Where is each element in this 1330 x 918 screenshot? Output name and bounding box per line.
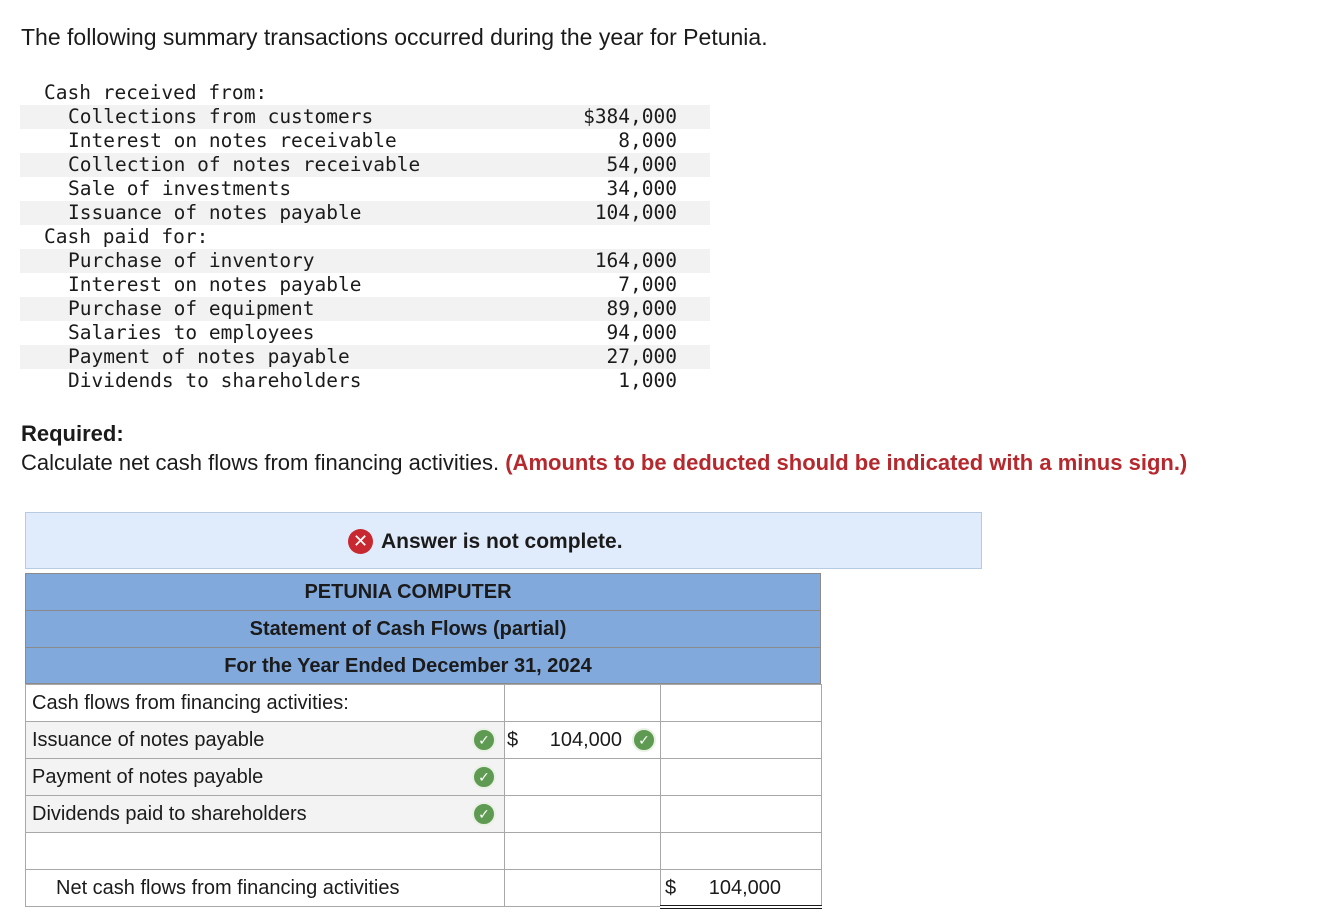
transaction-amount: 104,000 [594,201,677,224]
transaction-row [20,273,710,297]
payment-total-cell[interactable] [661,759,822,796]
transaction-row [20,345,710,369]
net-amount-cell [505,870,661,907]
transaction-row [20,177,710,201]
transaction-row [20,249,710,273]
issuance-total-cell[interactable] [661,722,822,759]
transaction-amount: 1,000 [618,369,677,392]
dividends-label: Dividends paid to shareholders [32,802,307,825]
transaction-amount: $384,000 [583,105,677,128]
problem-intro: The following summary transactions occurred during the year for Petunia. [21,24,768,50]
instruction-text [21,450,1187,476]
transaction-group-heading [20,81,710,105]
transaction-label: Collection of notes receivable [68,153,421,176]
transaction-row [20,369,710,393]
transaction-label: Payment of notes payable [68,345,350,368]
table-row [26,759,822,796]
transaction-label: Interest on notes receivable [68,129,397,152]
net-dollar-sign: $ [665,877,677,899]
net-total-cell [661,870,822,907]
transaction-row [20,201,710,225]
section-row [26,685,822,722]
x-icon: ✕ [348,529,373,554]
transaction-amount: 89,000 [606,297,677,320]
table-row [26,722,822,759]
section-label: Cash flows from financing activities: [26,685,505,722]
transaction-amount: 164,000 [594,249,677,272]
issuance-amount-input[interactable] [505,722,661,759]
blank-row [26,833,822,870]
check-icon: ✓ [472,765,496,789]
transaction-row [20,321,710,345]
transaction-row [20,129,710,153]
check-icon: ✓ [632,728,656,752]
statement-period: For the Year Ended December 31, 2024 [25,647,821,684]
transaction-label: Cash received from: [44,81,268,104]
net-label: Net cash flows from financing activities [26,870,505,907]
answer-status-banner [25,512,982,569]
transaction-label: Purchase of equipment [68,297,315,320]
answer-status-text: Answer is not complete. [381,529,623,553]
net-amount: 104,000 [708,877,781,899]
dollar-sign: $ [507,729,519,751]
dividends-label-select[interactable] [26,796,505,833]
transaction-row [20,105,710,129]
transactions-list [20,81,710,393]
blank-amount-input[interactable] [505,833,661,870]
blank-label-select[interactable] [26,833,505,870]
transaction-label: Interest on notes payable [68,273,362,296]
check-icon: ✓ [472,728,496,752]
transaction-label: Purchase of inventory [68,249,315,272]
transaction-row [20,297,710,321]
blank-total-cell[interactable] [661,833,822,870]
payment-label: Payment of notes payable [32,765,264,788]
issuance-label: Issuance of notes payable [32,728,265,751]
transaction-amount: 94,000 [606,321,677,344]
transaction-amount: 54,000 [606,153,677,176]
cash-flow-statement [25,573,821,909]
payment-label-select[interactable] [26,759,505,796]
transaction-label: Collections from customers [68,105,374,128]
instruction-main: Calculate net cash flows from financing activities. [21,450,500,475]
transaction-amount: 34,000 [606,177,677,200]
dividends-amount-input[interactable] [505,796,661,833]
section-total-cell[interactable] [661,685,822,722]
dividends-total-cell[interactable] [661,796,822,833]
transaction-label: Cash paid for: [44,225,209,248]
section-amount-cell[interactable] [505,685,661,722]
issuance-label-select[interactable] [26,722,505,759]
statement-title: Statement of Cash Flows (partial) [25,610,821,647]
transaction-label: Sale of investments [68,177,292,200]
statement-company: PETUNIA COMPUTER [25,573,821,610]
transaction-amount: 27,000 [606,345,677,368]
transaction-row [20,153,710,177]
statement-grid [25,684,822,909]
net-row [26,870,822,907]
transaction-group-heading [20,225,710,249]
check-icon: ✓ [472,802,496,826]
transaction-label: Dividends to shareholders [68,369,362,392]
payment-amount-input[interactable] [505,759,661,796]
transaction-amount: 8,000 [618,129,677,152]
transaction-amount: 7,000 [618,273,677,296]
transaction-label: Issuance of notes payable [68,201,362,224]
issuance-amount: 104,000 [549,729,622,751]
instruction-note: (Amounts to be deducted should be indicated with a minus sign.) [505,450,1188,475]
required-heading: Required: [21,421,124,446]
table-row [26,796,822,833]
transaction-label: Salaries to employees [68,321,315,344]
